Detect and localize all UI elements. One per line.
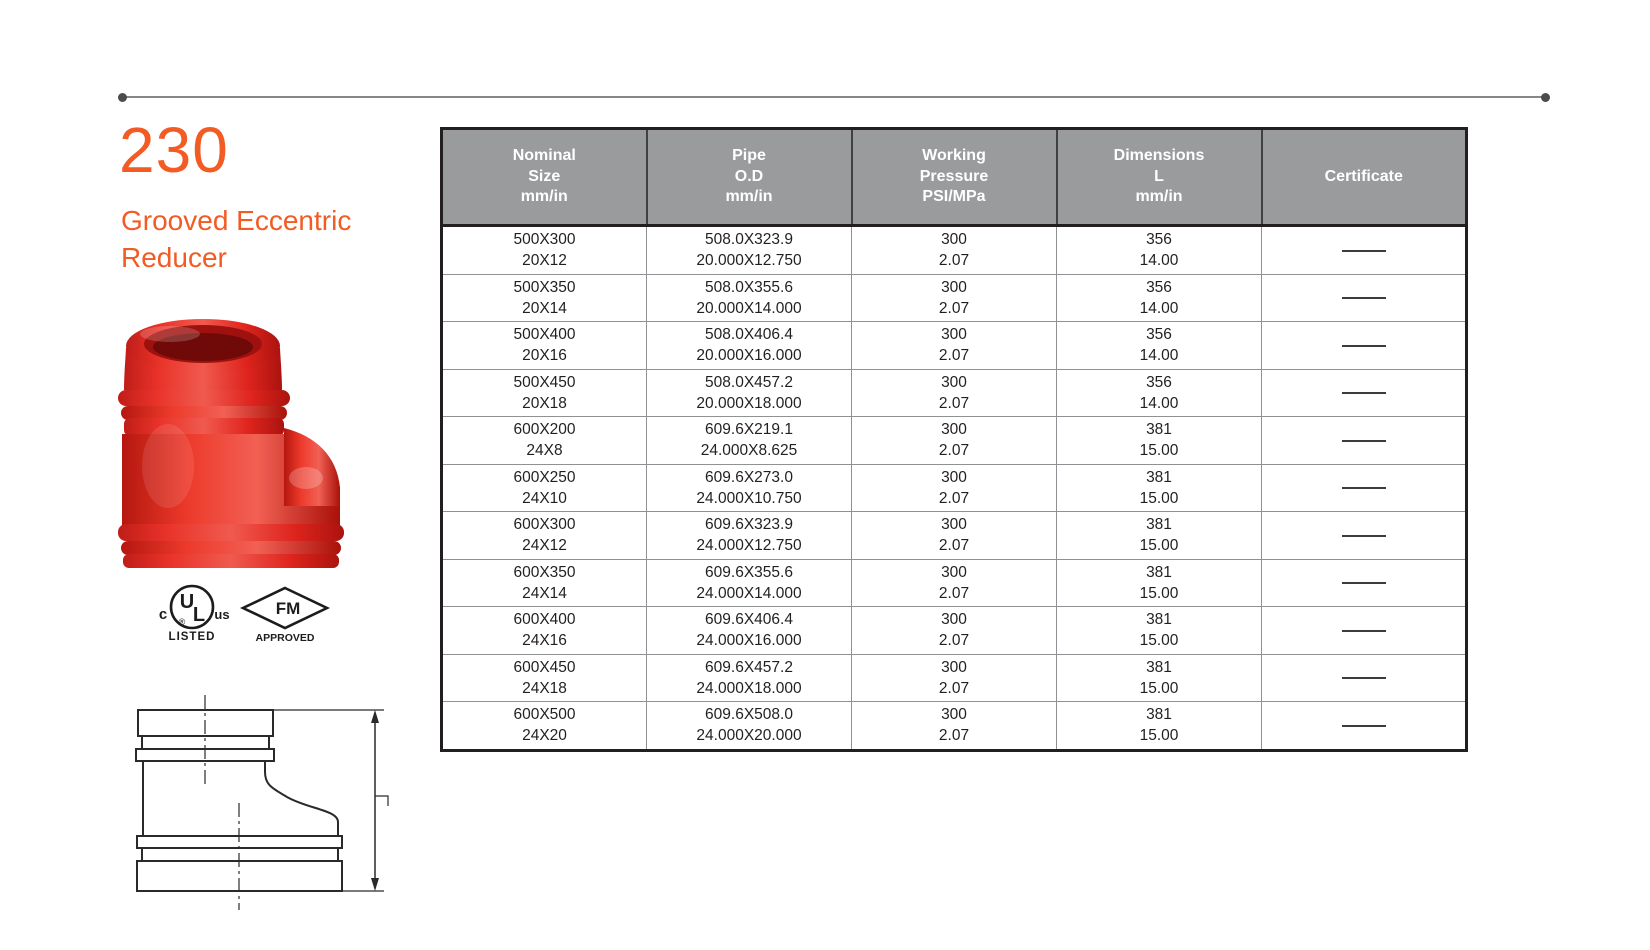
table-row (442, 417, 1467, 465)
ul-prefix-c: c (158, 606, 168, 623)
product-photo (110, 296, 350, 574)
table-cell (1057, 274, 1262, 322)
table-cell (647, 654, 852, 702)
table-cell-line: 609.6X457.2 (705, 658, 793, 676)
table-cell-line: 300 (941, 658, 967, 676)
product-title (121, 202, 351, 276)
column-header (1262, 129, 1467, 226)
fm-approved-logo (243, 588, 327, 644)
table-cell (1057, 322, 1262, 370)
column-header-line: mm/in (520, 188, 568, 206)
table-cell-line: 600X450 (513, 658, 576, 676)
table-cell-line: 609.6X323.9 (705, 516, 793, 534)
column-header (442, 129, 647, 226)
table-cell-line: 600X400 (513, 611, 576, 629)
table-cell-line: 24X10 (522, 489, 567, 507)
certificate-dash (1342, 297, 1386, 299)
reducer-bottom-ring (121, 541, 341, 555)
certificate-cell (1262, 654, 1467, 702)
column-header-line: Nominal (512, 147, 576, 165)
column-header-line: Pressure (919, 167, 989, 185)
table-cell-line: 2.07 (938, 584, 970, 602)
table-cell (1057, 702, 1262, 751)
table-cell (852, 464, 1057, 512)
certificate-dash (1342, 345, 1386, 347)
spec-table-head-row (442, 129, 1467, 226)
top-rule-left-dot (118, 93, 127, 102)
spec-table-head (442, 129, 1467, 226)
table-cell (852, 702, 1057, 751)
table-row (442, 464, 1467, 512)
table-cell (1057, 226, 1262, 275)
table-cell-line: 600X200 (513, 421, 576, 439)
table-cell-line: 300 (941, 468, 967, 486)
drawing-dim-leader (375, 796, 388, 806)
table-cell-line: 508.0X457.2 (705, 373, 793, 391)
highlight (289, 467, 323, 489)
table-cell (852, 226, 1057, 275)
certificate-dash (1342, 630, 1386, 632)
table-cell-line: 2.07 (938, 252, 970, 270)
table-cell-line: 300 (941, 611, 967, 629)
table-cell-line: 500X450 (513, 373, 576, 391)
table-cell (442, 322, 647, 370)
table-cell (1057, 369, 1262, 417)
table-cell-line: 20X16 (522, 347, 567, 365)
certificate-cell (1262, 322, 1467, 370)
table-cell-line: 15.00 (1139, 679, 1179, 697)
table-cell-line: 609.6X219.1 (705, 421, 793, 439)
table-cell (1057, 417, 1262, 465)
certificate-dash (1342, 250, 1386, 252)
reducer-shoulder (284, 428, 340, 506)
drawing-arrow-up (371, 710, 379, 723)
certificate-cell (1262, 559, 1467, 607)
table-cell-line: 14.00 (1139, 347, 1179, 365)
table-cell (442, 464, 647, 512)
certification-logos (140, 580, 340, 644)
table-cell-line: 609.6X406.4 (705, 611, 793, 629)
table-cell (852, 369, 1057, 417)
table-row (442, 702, 1467, 751)
table-cell-line: 14.00 (1139, 299, 1179, 317)
table-cell (442, 559, 647, 607)
ul-suffix-us: us (214, 607, 230, 622)
table-cell-line: 15.00 (1139, 727, 1179, 745)
table-cell-line: 600X500 (513, 706, 576, 724)
table-cell-line: 24.000X16.000 (696, 632, 802, 650)
table-cell-line: 600X300 (513, 516, 576, 534)
table-cell-line: 356 (1146, 373, 1172, 391)
column-header-line: Pipe (732, 147, 766, 165)
top-rule (122, 96, 1546, 98)
table-cell-line: 2.07 (938, 727, 970, 745)
product-title-line1: Grooved Eccentric (121, 205, 352, 236)
highlight (140, 326, 200, 342)
spec-table-body (442, 226, 1467, 751)
column-header-line: Dimensions (1113, 147, 1205, 165)
top-rule-right-dot (1541, 93, 1550, 102)
ul-registered-mark: ® (178, 617, 186, 627)
table-row (442, 559, 1467, 607)
table-cell (647, 512, 852, 560)
table-cell (442, 702, 647, 751)
table-cell (852, 322, 1057, 370)
table-cell-line: 300 (941, 326, 967, 344)
drawing-bottom-groove (142, 848, 338, 861)
table-cell (442, 369, 647, 417)
column-header-line: O.D (734, 167, 764, 185)
table-cell (647, 559, 852, 607)
table-cell (852, 559, 1057, 607)
table-cell-line: 600X350 (513, 563, 576, 581)
table-cell (647, 417, 852, 465)
table-cell (442, 654, 647, 702)
table-cell (852, 607, 1057, 655)
table-cell (852, 417, 1057, 465)
table-cell-line: 15.00 (1139, 489, 1179, 507)
table-cell-line: 24X14 (522, 584, 567, 602)
table-cell-line: 24.000X14.000 (696, 584, 802, 602)
table-cell-line: 381 (1146, 658, 1172, 676)
reducer-neck-lower (124, 418, 284, 436)
certificate-cell (1262, 464, 1467, 512)
table-cell-line: 2.07 (938, 347, 970, 365)
table-cell-line: 15.00 (1139, 632, 1179, 650)
table-cell (442, 607, 647, 655)
table-cell-line: 24X12 (522, 537, 567, 555)
certificate-cell (1262, 512, 1467, 560)
table-cell (442, 512, 647, 560)
technical-drawing (112, 658, 402, 920)
table-cell-line: 2.07 (938, 489, 970, 507)
table-cell-line: 300 (941, 563, 967, 581)
table-cell-line: 24.000X10.750 (696, 489, 802, 507)
column-header-line: mm/in (1135, 188, 1183, 206)
table-cell-line: 381 (1146, 516, 1172, 534)
certificate-cell (1262, 226, 1467, 275)
drawing-dimension-line (371, 710, 379, 891)
reducer-groove-ring (121, 406, 287, 420)
table-cell-line: 2.07 (938, 632, 970, 650)
table-cell-line: 381 (1146, 706, 1172, 724)
table-cell-line: 15.00 (1139, 584, 1179, 602)
table-cell-line: 381 (1146, 563, 1172, 581)
table-row (442, 607, 1467, 655)
table-cell-line: 20.000X18.000 (696, 394, 802, 412)
table-cell-line: 15.00 (1139, 537, 1179, 555)
drawing-arrow-down (371, 878, 379, 891)
drawing-reducer-curve (265, 761, 338, 836)
table-cell-line: 24X18 (522, 679, 567, 697)
certificate-dash (1342, 677, 1386, 679)
certificate-cell (1262, 369, 1467, 417)
table-cell (647, 607, 852, 655)
table-cell-line: 20X14 (522, 299, 567, 317)
table-cell (647, 226, 852, 275)
column-header-line: Size (528, 167, 561, 185)
table-cell (1057, 654, 1262, 702)
column-header-line: mm/in (725, 188, 773, 206)
table-cell-line: 508.0X323.9 (705, 231, 793, 249)
table-cell-line: 300 (941, 421, 967, 439)
table-cell-line: 356 (1146, 278, 1172, 296)
table-cell-line: 2.07 (938, 679, 970, 697)
table-cell (442, 274, 647, 322)
ul-listed-logo (159, 586, 230, 643)
table-cell (442, 226, 647, 275)
table-cell-line: 24.000X12.750 (696, 537, 802, 555)
table-row (442, 274, 1467, 322)
reducer-groove-ring (118, 390, 290, 406)
column-header (647, 129, 852, 226)
certificate-cell (1262, 607, 1467, 655)
table-row (442, 322, 1467, 370)
highlight (142, 424, 194, 508)
table-cell-line: 24.000X20.000 (696, 727, 802, 745)
table-cell (852, 274, 1057, 322)
reducer-bottom-ring (118, 524, 344, 541)
table-cell-line: 381 (1146, 468, 1172, 486)
certificate-cell (1262, 417, 1467, 465)
table-cell-line: 300 (941, 278, 967, 296)
table-cell-line: 24X16 (522, 632, 567, 650)
table-cell-line: 14.00 (1139, 252, 1179, 270)
ul-letter-u: U (179, 591, 195, 613)
table-cell-line: 20.000X16.000 (696, 347, 802, 365)
reducer-base (123, 554, 339, 568)
table-cell-line: 24X8 (526, 442, 563, 460)
certificate-dash (1342, 725, 1386, 727)
table-cell (647, 322, 852, 370)
table-cell-line: 356 (1146, 326, 1172, 344)
table-cell-line: 24X20 (522, 727, 567, 745)
table-cell-line: 24.000X18.000 (696, 679, 802, 697)
table-cell (852, 512, 1057, 560)
ul-letter-l: L (192, 604, 206, 626)
table-cell-line: 600X250 (513, 468, 576, 486)
certificate-dash (1342, 582, 1386, 584)
table-cell (442, 417, 647, 465)
table-cell-line: 508.0X355.6 (705, 278, 793, 296)
table-cell-line: 14.00 (1139, 394, 1179, 412)
table-cell (1057, 607, 1262, 655)
table-row (442, 512, 1467, 560)
table-cell-line: 508.0X406.4 (705, 326, 793, 344)
table-cell-line: 24.000X8.625 (700, 442, 798, 460)
table-cell-line: 20X12 (522, 252, 567, 270)
table-cell-line: 381 (1146, 611, 1172, 629)
table-cell-line: 300 (941, 373, 967, 391)
fm-caption: APPROVED (255, 632, 315, 644)
table-cell-line: 20.000X12.750 (696, 252, 802, 270)
product-title-line2: Reducer (121, 242, 227, 273)
ul-caption: LISTED (168, 631, 216, 643)
table-cell-line: 2.07 (938, 442, 970, 460)
model-number: 230 (119, 114, 229, 186)
certificate-dash (1342, 440, 1386, 442)
table-cell (647, 369, 852, 417)
table-cell-line: 609.6X273.0 (705, 468, 793, 486)
table-cell (1057, 464, 1262, 512)
certificate-dash (1342, 487, 1386, 489)
certificate-dash (1342, 535, 1386, 537)
table-cell-line: 500X350 (513, 278, 576, 296)
table-cell (1057, 559, 1262, 607)
column-header-line: PSI/MPa (922, 188, 986, 206)
table-cell-line: 20.000X14.000 (696, 299, 802, 317)
column-header-line: Working (922, 147, 986, 165)
table-row (442, 226, 1467, 275)
table-cell (852, 654, 1057, 702)
table-cell-line: 20X18 (522, 394, 567, 412)
table-cell-line: 2.07 (938, 299, 970, 317)
certificate-dash (1342, 392, 1386, 394)
table-cell-line: 500X300 (513, 231, 576, 249)
table-cell-line: 356 (1146, 231, 1172, 249)
table-cell (647, 274, 852, 322)
table-cell-line: 381 (1146, 421, 1172, 439)
table-row (442, 369, 1467, 417)
table-cell-line: 609.6X355.6 (705, 563, 793, 581)
table-cell-line: 500X400 (513, 326, 576, 344)
column-header-line: L (1154, 167, 1164, 185)
table-cell (1057, 512, 1262, 560)
certificate-cell (1262, 274, 1467, 322)
table-row (442, 654, 1467, 702)
column-header-line: Certificate (1324, 167, 1403, 185)
table-cell-line: 2.07 (938, 537, 970, 555)
column-header (1057, 129, 1262, 226)
table-cell-line: 300 (941, 516, 967, 534)
table-cell-line: 300 (941, 706, 967, 724)
table-cell (647, 464, 852, 512)
certificate-cell (1262, 702, 1467, 751)
table-cell-line: 300 (941, 231, 967, 249)
column-header (852, 129, 1057, 226)
table-cell-line: 15.00 (1139, 442, 1179, 460)
table-cell-line: 609.6X508.0 (705, 706, 793, 724)
fm-mark: FM (275, 599, 301, 618)
table-cell (647, 702, 852, 751)
table-cell-line: 2.07 (938, 394, 970, 412)
spec-table (440, 127, 1468, 752)
